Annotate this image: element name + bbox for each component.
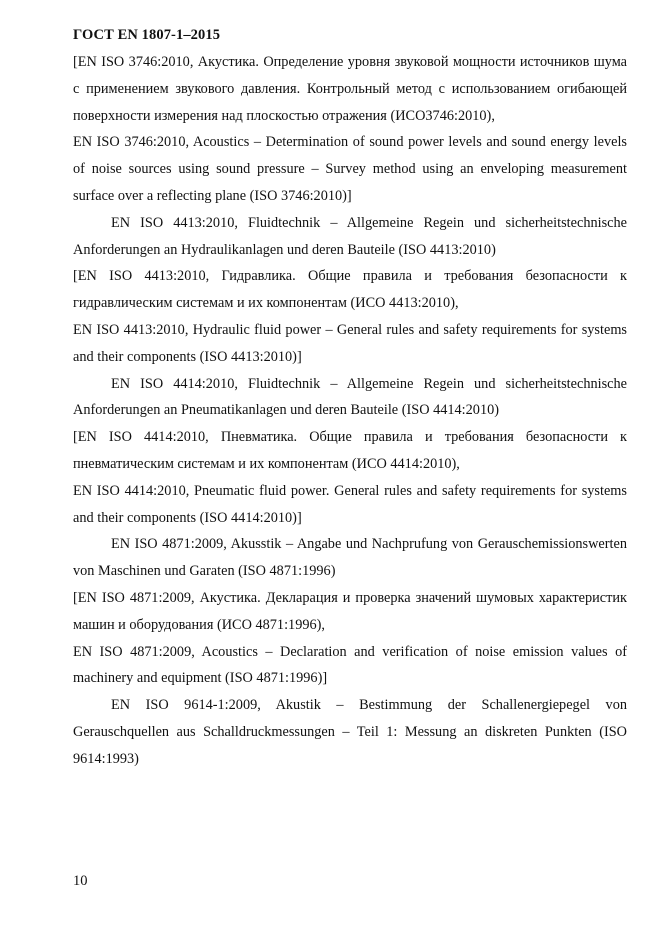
paragraph-en-iso-4871: EN ISO 4871:2009, Acoustics – Declaration and verification of noise emission values of machinery and equipment (ISO 4871:1996)] [73,643,627,687]
paragraph-en-iso-4413: EN ISO 4413:2010, Hydraulic fluid power – General rules and safety requirements for systems and their components (ISO 4413:2010)] [73,321,627,365]
paragraph-ru-iso-4871: [EN ISO 4871:2009, Акустика. Декларация и проверка значений шумовых характеристик машин и оборудования (ИСО 4871:1996), [73,589,627,633]
document-header: ГОСТ EN 1807-1–2015 [73,27,221,43]
paragraph-de-iso-4871: EN ISO 4871:2009, Akusstik – Angabe und Nachprufung von Gerauschemissionswerten von Maschinen und Garaten (ISO 4871:1996) [73,536,627,580]
paragraph-de-iso-9614: EN ISO 9614-1:2009, Akustik – Bestimmung der Schallenergiepegel von Gerauschquellen aus Schalldruckmessungen – Teil 1: Messung an diskreten Punkten (ISO 9614:1993) [73,697,627,767]
paragraph-ru-iso-4414: [EN ISO 4414:2010, Пневматика. Общие правила и требования безопасности к пневматическим системам и их компонентам (ИСО 4414:2010), [73,429,627,472]
paragraph-ru-iso-3746: [EN ISO 3746:2010, Акустика. Определение уровня звуковой мощности источников шума с применением звукового давления. Контрольный метод с использованием огибающей поверхности измерения над плоскостью отражения (ИСО3746:2010), [73,54,627,124]
page-number: 10 [73,873,88,889]
paragraph-en-iso-4414: EN ISO 4414:2010, Pneumatic fluid power. General rules and safety requirements for systems and their components (ISO 4414:2010)] [73,482,627,526]
paragraph-de-iso-4413: EN ISO 4413:2010, Fluidtechnik – Allgemeine Regein und sicherheitstechnische Anforderungen an Hydraulikanlagen und deren Bauteile (ISO 4413:2010) [73,214,627,258]
document-body [73,49,627,773]
paragraph-ru-iso-4413: [EN ISO 4413:2010, Гидравлика. Общие правила и требования безопасности к гидравлическим системам и их компонентам (ИСО 4413:2010), [73,268,627,312]
paragraph-en-iso-3746: EN ISO 3746:2010, Acoustics – Determination of sound power levels and sound energy levels of noise sources using sound pressure – Survey method using an enveloping measurement surface over a reflecting plane (ISO 3746:2010)] [73,134,627,204]
paragraph-de-iso-4414: EN ISO 4414:2010, Fluidtechnik – Allgemeine Regein und sicherheitstechnische Anforderungen an Pneumatikanlagen und deren Bauteile (ISO 4414:2010) [73,375,627,419]
